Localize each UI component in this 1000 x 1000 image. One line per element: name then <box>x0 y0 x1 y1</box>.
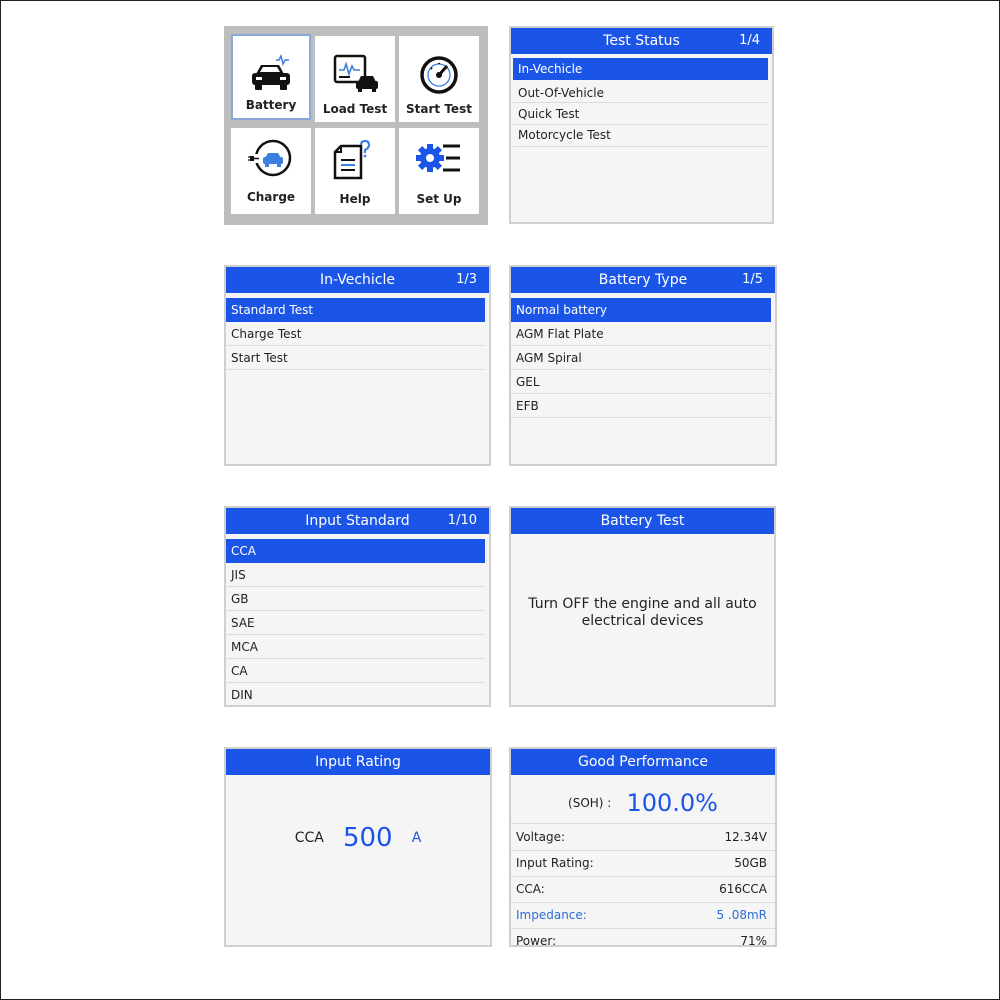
result-label: CCA: <box>516 882 545 896</box>
menu-tile-load-test[interactable] <box>315 36 395 122</box>
menu-tile-label: Set Up <box>416 192 462 206</box>
list-item[interactable]: GB <box>226 587 485 611</box>
rating-value[interactable]: 500 <box>342 823 393 853</box>
list-item[interactable]: Quick Test <box>513 103 768 125</box>
result-table <box>511 825 775 947</box>
list-item[interactable]: DIN <box>226 683 485 707</box>
charge-car-icon <box>231 136 311 180</box>
help-document-icon <box>315 138 395 182</box>
page-indicator: 1/3 <box>456 272 477 287</box>
menu-tile-label: Battery <box>245 98 297 112</box>
menu-tile-battery[interactable] <box>231 34 311 120</box>
panel-title: Good Performance <box>577 754 709 770</box>
menu-tile-set-up[interactable] <box>399 128 479 214</box>
list-item[interactable]: EFB <box>511 394 771 418</box>
soh-readout <box>511 783 775 824</box>
page-indicator: 1/5 <box>742 272 763 287</box>
panel-header <box>511 28 772 54</box>
menu-tile-label: Charge <box>246 190 296 204</box>
list-item[interactable]: GEL <box>511 370 771 394</box>
soh-value: 100.0% <box>626 789 718 817</box>
menu-tile-label: Load Test <box>322 102 388 116</box>
panel-header <box>511 508 774 534</box>
test-status-panel <box>509 26 774 224</box>
input-rating-panel <box>224 747 492 947</box>
list-item[interactable]: CCA <box>226 539 485 563</box>
panel-header <box>511 267 775 293</box>
list-item[interactable]: SAE <box>226 611 485 635</box>
speedometer-icon <box>399 52 479 96</box>
result-value: 5 .08mR <box>716 908 767 922</box>
panel-title: Battery Test <box>600 513 685 529</box>
result-row <box>511 903 775 929</box>
page-indicator: 1/10 <box>447 513 477 528</box>
list-item[interactable]: AGM Flat Plate <box>511 322 771 346</box>
panel-header <box>226 749 490 775</box>
list-item[interactable]: Charge Test <box>226 322 485 346</box>
rating-standard-label: CCA <box>294 830 324 846</box>
page-indicator: 1/4 <box>739 33 760 48</box>
panel-title: Input Standard <box>305 513 410 529</box>
panel-title: In-Vechicle <box>320 272 395 288</box>
list-item[interactable]: MCA <box>226 635 485 659</box>
list-item[interactable]: Normal battery <box>511 298 771 322</box>
menu-tile-start-test[interactable] <box>399 36 479 122</box>
panel-header <box>511 749 775 775</box>
list-item[interactable]: In-Vechicle <box>513 58 768 80</box>
result-value: 71% <box>740 934 767 947</box>
list-item[interactable]: Motorcycle Test <box>513 125 768 147</box>
result-row <box>511 929 775 947</box>
result-label: Impedance: <box>516 908 587 922</box>
settings-gear-icon <box>399 138 479 182</box>
load-test-icon <box>315 52 395 96</box>
list-item[interactable]: Out-Of-Vehicle <box>513 80 768 103</box>
main-menu-panel <box>224 26 488 225</box>
menu-tile-charge[interactable] <box>231 128 311 214</box>
list-item[interactable]: Start Test <box>226 346 485 370</box>
rating-unit: A <box>411 830 422 846</box>
result-label: Voltage: <box>516 830 566 844</box>
menu-list <box>226 539 489 707</box>
panel-title: Input Rating <box>315 754 401 770</box>
menu-list <box>513 58 772 147</box>
result-value: 12.34V <box>724 830 767 844</box>
panel-header <box>226 508 489 534</box>
rating-input[interactable] <box>226 823 490 853</box>
list-item[interactable]: AGM Spiral <box>511 346 771 370</box>
list-item[interactable]: CA <box>226 659 485 683</box>
result-value: 616CCA <box>719 882 767 896</box>
car-heartbeat-icon <box>233 52 309 96</box>
result-label: Input Rating: <box>516 856 594 870</box>
result-label: Power: <box>516 934 557 947</box>
battery-type-panel <box>509 265 777 466</box>
result-value: 50GB <box>734 856 767 870</box>
panel-header <box>226 267 489 293</box>
instruction-message: Turn OFF the engine and all auto electrical devices <box>528 596 757 629</box>
result-row <box>511 877 775 903</box>
menu-list <box>226 298 489 370</box>
menu-list <box>511 298 775 418</box>
battery-test-panel <box>509 506 776 707</box>
result-row <box>511 851 775 877</box>
soh-label: (SOH) : <box>568 796 612 810</box>
list-item[interactable]: Standard Test <box>226 298 485 322</box>
panel-title: Test Status <box>603 33 680 49</box>
in-vehicle-panel <box>224 265 491 466</box>
menu-tile-label: Help <box>339 192 371 206</box>
input-standard-panel <box>224 506 491 707</box>
good-performance-panel <box>509 747 777 947</box>
menu-tile-label: Start Test <box>406 102 472 116</box>
menu-tile-help[interactable] <box>315 128 395 214</box>
result-row <box>511 825 775 851</box>
list-item[interactable]: JIS <box>226 563 485 587</box>
panel-title: Battery Type <box>598 272 688 288</box>
